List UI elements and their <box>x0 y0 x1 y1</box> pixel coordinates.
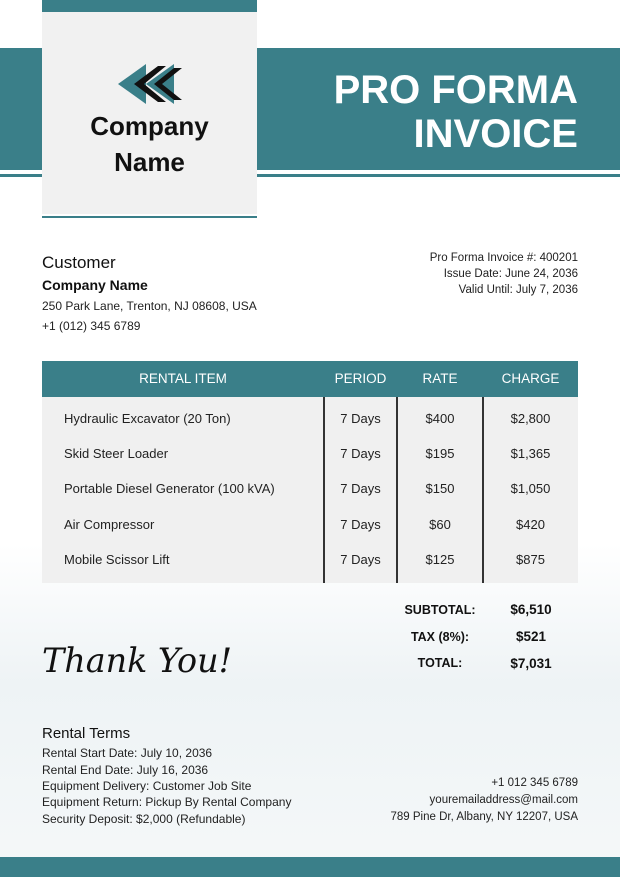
cell-charge: $2,800 <box>510 411 551 426</box>
cell-period: 7 Days <box>340 481 381 496</box>
cell-rate: $400 <box>425 411 455 426</box>
cell-charge: $1,365 <box>510 446 551 461</box>
subtotal-value: $6,510 <box>510 602 552 617</box>
valid-until: Valid Until: July 7, 2036 <box>458 284 578 296</box>
logo-underline <box>42 216 257 218</box>
term-line: Equipment Delivery: Customer Job Site <box>42 779 252 793</box>
table-header <box>42 361 578 397</box>
logo-company-line1: Company <box>90 111 209 141</box>
column-header-charge: CHARGE <box>501 371 560 386</box>
tax-label: TAX (8%): <box>410 630 470 644</box>
customer-company: Company Name <box>42 277 148 293</box>
table-row <box>42 471 578 506</box>
table-row <box>42 436 578 471</box>
term-line: Equipment Return: Pickup By Rental Company <box>42 795 292 809</box>
cell-item: Hydraulic Excavator (20 Ton) <box>64 411 231 426</box>
contact-address: 789 Pine Dr, Albany, NY 12207, USA <box>390 811 578 823</box>
logo-company-line2: Name <box>114 147 185 177</box>
column-header-period: PERIOD <box>334 371 387 386</box>
thank-you-signature <box>40 628 250 698</box>
terms-heading: Rental Terms <box>42 725 131 742</box>
document-title-line2: INVOICE <box>413 112 578 156</box>
issue-date: Issue Date: June 24, 2036 <box>443 268 578 280</box>
cell-item: Portable Diesel Generator (100 kVA) <box>64 481 275 496</box>
cell-period: 7 Days <box>340 446 381 461</box>
column-header-item: RENTAL ITEM <box>139 371 227 386</box>
cell-rate: $150 <box>425 481 455 496</box>
contact-phone: +1 012 345 6789 <box>491 777 578 789</box>
table-row <box>42 507 578 542</box>
document-title-line1: PRO FORMA <box>333 68 578 112</box>
table-row <box>42 401 578 436</box>
subtotal-label: SUBTOTAL: <box>404 603 476 617</box>
table-body <box>42 397 578 583</box>
contact-email: youremailaddress@mail.com <box>429 794 578 806</box>
cell-rate: $60 <box>429 517 451 532</box>
cell-period: 7 Days <box>340 552 381 567</box>
term-line: Rental Start Date: July 10, 2036 <box>42 746 213 760</box>
logo-company-name <box>42 108 257 180</box>
cell-charge: $875 <box>516 552 545 567</box>
logo-top-stripe <box>42 0 257 12</box>
cell-period: 7 Days <box>340 411 381 426</box>
cell-rate: $125 <box>425 552 455 567</box>
cell-charge: $1,050 <box>510 481 551 496</box>
term-line: Security Deposit: $2,000 (Refundable) <box>42 812 246 826</box>
customer-address: 250 Park Lane, Trenton, NJ 08608, USA <box>42 299 257 313</box>
footer-band <box>0 857 620 877</box>
cell-rate: $195 <box>425 446 455 461</box>
customer-phone: +1 (012) 345 6789 <box>42 319 141 333</box>
column-header-rate: RATE <box>422 371 458 386</box>
cell-period: 7 Days <box>340 517 381 532</box>
term-line: Rental End Date: July 16, 2036 <box>42 763 209 777</box>
cell-item: Skid Steer Loader <box>64 446 169 461</box>
total-value: $7,031 <box>510 656 552 671</box>
customer-heading: Customer <box>42 253 116 272</box>
cell-item: Air Compressor <box>64 517 155 532</box>
total-label: TOTAL: <box>417 656 463 670</box>
rewind-arrows-icon <box>116 62 186 106</box>
table-row <box>42 542 578 577</box>
cell-item: Mobile Scissor Lift <box>64 552 170 567</box>
document-title <box>278 68 578 156</box>
tax-value: $521 <box>515 629 547 644</box>
invoice-number: Pro Forma Invoice #: 400201 <box>429 252 578 264</box>
thank-you-text: Thank You! <box>42 641 232 681</box>
cell-charge: $420 <box>516 517 545 532</box>
